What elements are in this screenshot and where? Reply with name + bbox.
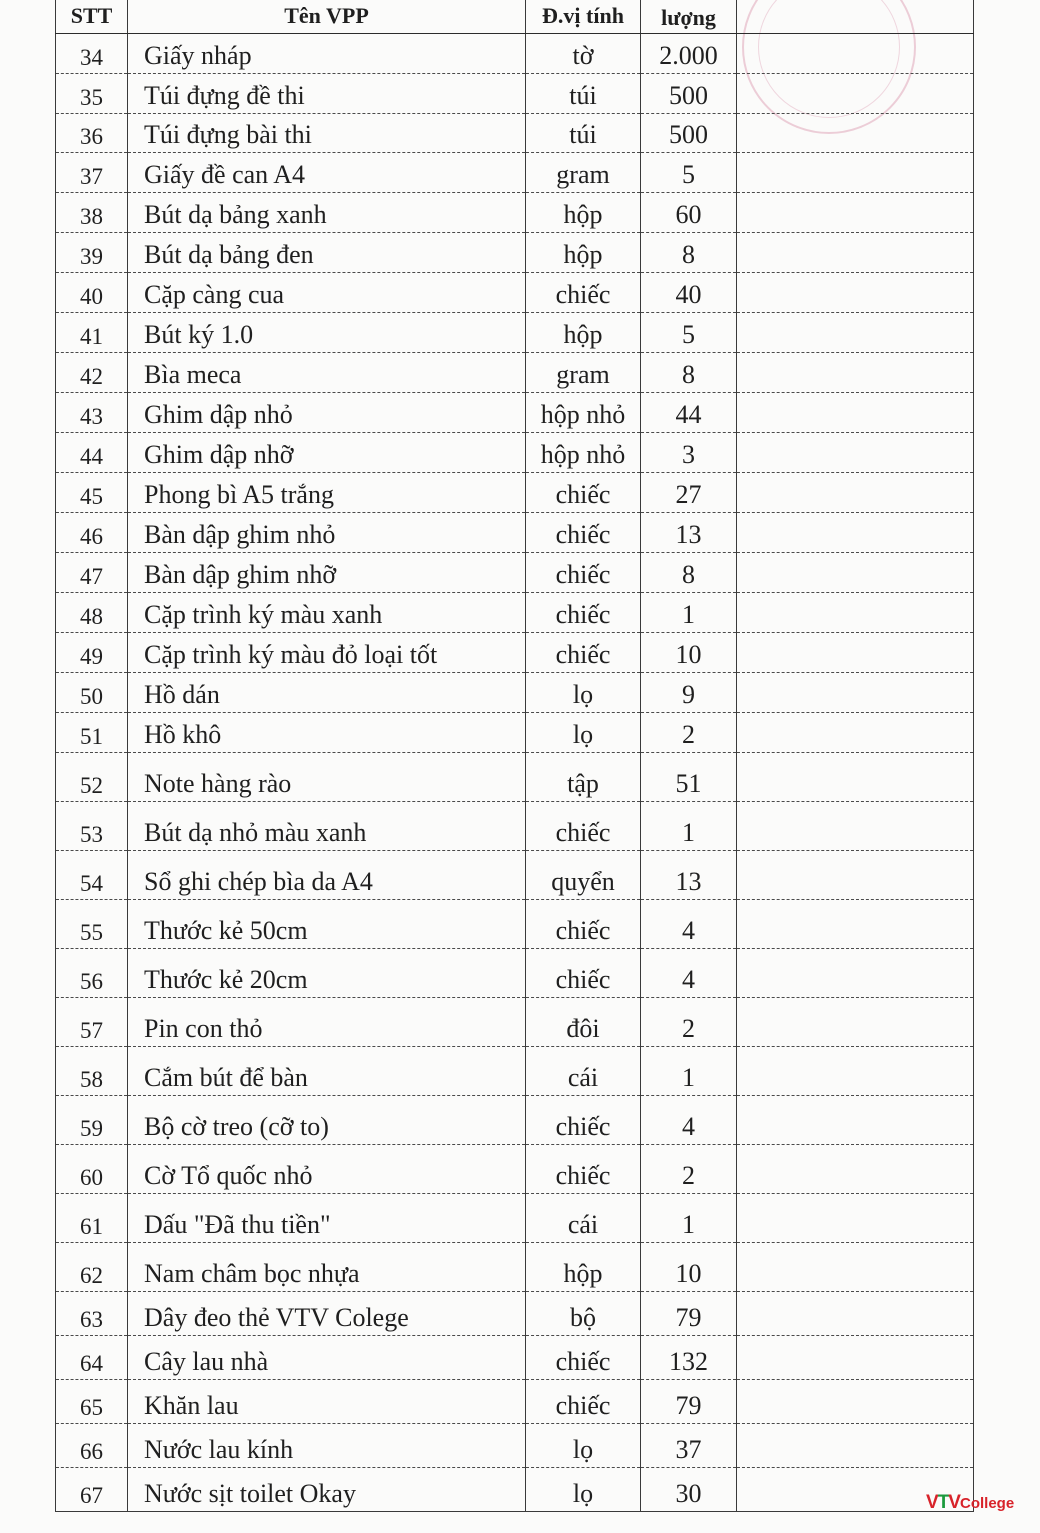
table-row [56,473,974,513]
cell-name: Dây đeo thẻ VTV Colege [128,1292,526,1336]
cell-name: Cờ Tổ quốc nhỏ [128,1145,526,1194]
cell-name: Hồ dán [128,673,526,713]
cell-name: Thước kẻ 20cm [128,949,526,998]
cell-note [737,393,974,433]
cell-note [737,713,974,753]
cell-unit: chiếc [526,949,641,998]
header-stt: STT [56,0,128,34]
table-row [56,393,974,433]
cell-name: Thước kẻ 50cm [128,900,526,949]
cell-stt: 38 [56,193,128,233]
cell-unit: chiếc [526,1380,641,1424]
table-row [56,753,974,802]
table-row [56,353,974,393]
table-row [56,74,974,114]
cell-name: Bộ cờ treo (cỡ to) [128,1096,526,1145]
cell-qty: 30 [641,1468,737,1512]
cell-note [737,1292,974,1336]
cell-unit: gram [526,153,641,193]
cell-stt: 36 [56,114,128,153]
cell-stt: 34 [56,34,128,74]
cell-note [737,513,974,553]
cell-name: Sổ ghi chép bìa da A4 [128,851,526,900]
table-header-row [56,0,974,34]
cell-qty: 10 [641,633,737,673]
cell-unit: túi [526,114,641,153]
table-row [56,153,974,193]
cell-stt: 48 [56,593,128,633]
table-row [56,1194,974,1243]
cell-unit: chiếc [526,553,641,593]
cell-unit: lọ [526,1424,641,1468]
cell-unit: gram [526,353,641,393]
cell-note [737,1336,974,1380]
cell-stt: 58 [56,1047,128,1096]
cell-qty: 500 [641,74,737,114]
cell-unit: hộp nhỏ [526,393,641,433]
cell-note [737,193,974,233]
table-row [56,513,974,553]
cell-qty: 2 [641,713,737,753]
cell-stt: 56 [56,949,128,998]
cell-unit: chiếc [526,1145,641,1194]
table-row [56,1468,974,1512]
cell-note [737,313,974,353]
cell-stt: 67 [56,1468,128,1512]
cell-stt: 44 [56,433,128,473]
cell-name: Note hàng rào [128,753,526,802]
table-row [56,433,974,473]
cell-qty: 4 [641,900,737,949]
cell-note [737,673,974,713]
cell-note [737,593,974,633]
cell-name: Bút ký 1.0 [128,313,526,353]
cell-note [737,1194,974,1243]
cell-note [737,153,974,193]
cell-note [737,802,974,851]
cell-stt: 35 [56,74,128,114]
cell-qty: 27 [641,473,737,513]
cell-qty: 13 [641,851,737,900]
table-row [56,34,974,74]
table-body [56,34,974,1512]
table-row [56,713,974,753]
table-row [56,900,974,949]
cell-name: Nước lau kính [128,1424,526,1468]
cell-name: Bút dạ nhỏ màu xanh [128,802,526,851]
cell-stt: 37 [56,153,128,193]
cell-stt: 49 [56,633,128,673]
cell-stt: 55 [56,900,128,949]
cell-note [737,1145,974,1194]
cell-note [737,1424,974,1468]
cell-qty: 8 [641,353,737,393]
cell-note [737,74,974,114]
vtv-college-logo: VTVCollege [926,1492,1015,1513]
cell-qty: 2.000 [641,34,737,74]
cell-stt: 64 [56,1336,128,1380]
table-row [56,1292,974,1336]
cell-name: Nước sịt toilet Okay [128,1468,526,1512]
cell-note [737,114,974,153]
header-note [737,0,974,34]
table-row [56,998,974,1047]
cell-qty: 40 [641,273,737,313]
cell-note [737,633,974,673]
cell-qty: 13 [641,513,737,553]
cell-stt: 42 [56,353,128,393]
cell-name: Giấy nháp [128,34,526,74]
cell-qty: 44 [641,393,737,433]
cell-unit: hộp nhỏ [526,433,641,473]
header-unit: Đ.vị tính [526,0,641,34]
cell-note [737,473,974,513]
cell-unit: bộ [526,1292,641,1336]
cell-name: Bìa meca [128,353,526,393]
cell-name: Cắm bút để bàn [128,1047,526,1096]
table-row [56,114,974,153]
cell-qty: 1 [641,1194,737,1243]
cell-unit: chiếc [526,802,641,851]
cell-qty: 500 [641,114,737,153]
cell-name: Ghim dập nhỏ [128,393,526,433]
cell-name: Dấu "Đã thu tiền" [128,1194,526,1243]
cell-name: Giấy đề can A4 [128,153,526,193]
cell-note [737,949,974,998]
cell-unit: lọ [526,673,641,713]
table-row [56,1336,974,1380]
cell-stt: 51 [56,713,128,753]
supplies-table-wrapper [55,0,973,1512]
table-row [56,1096,974,1145]
cell-stt: 62 [56,1243,128,1292]
table-row [56,673,974,713]
cell-qty: 132 [641,1336,737,1380]
cell-unit: chiếc [526,1096,641,1145]
cell-stt: 40 [56,273,128,313]
cell-qty: 4 [641,1096,737,1145]
cell-name: Túi đựng bài thi [128,114,526,153]
cell-stt: 41 [56,313,128,353]
cell-name: Bút dạ bảng xanh [128,193,526,233]
cell-unit: tập [526,753,641,802]
cell-stt: 39 [56,233,128,273]
cell-name: Hồ khô [128,713,526,753]
cell-qty: 5 [641,313,737,353]
cell-stt: 63 [56,1292,128,1336]
table-row [56,949,974,998]
cell-qty: 5 [641,153,737,193]
cell-unit: chiếc [526,900,641,949]
cell-name: Cây lau nhà [128,1336,526,1380]
cell-unit: chiếc [526,513,641,553]
cell-name: Phong bì A5 trắng [128,473,526,513]
cell-note [737,273,974,313]
cell-qty: 9 [641,673,737,713]
cell-note [737,851,974,900]
cell-note [737,753,974,802]
cell-unit: đôi [526,998,641,1047]
cell-qty: 3 [641,433,737,473]
cell-qty: 1 [641,593,737,633]
cell-qty: 4 [641,949,737,998]
cell-qty: 8 [641,233,737,273]
cell-unit: quyển [526,851,641,900]
cell-stt: 53 [56,802,128,851]
cell-name: Nam châm bọc nhựa [128,1243,526,1292]
cell-qty: 8 [641,553,737,593]
cell-unit: chiếc [526,633,641,673]
table-row [56,593,974,633]
cell-stt: 60 [56,1145,128,1194]
table-row [56,1145,974,1194]
cell-note [737,998,974,1047]
cell-note [737,1047,974,1096]
cell-stt: 47 [56,553,128,593]
cell-qty: 2 [641,1145,737,1194]
cell-note [737,1243,974,1292]
cell-note [737,34,974,74]
table-row [56,233,974,273]
supplies-table [55,0,974,1512]
cell-stt: 54 [56,851,128,900]
cell-note [737,353,974,393]
cell-unit: tờ [526,34,641,74]
cell-qty: 60 [641,193,737,233]
cell-qty: 1 [641,802,737,851]
cell-stt: 50 [56,673,128,713]
cell-unit: chiếc [526,593,641,633]
cell-name: Bàn dập ghim nhỏ [128,513,526,553]
table-row [56,802,974,851]
cell-note [737,900,974,949]
cell-unit: chiếc [526,473,641,513]
cell-stt: 65 [56,1380,128,1424]
cell-qty: 79 [641,1292,737,1336]
cell-unit: hộp [526,193,641,233]
cell-name: Pin con thỏ [128,998,526,1047]
cell-stt: 59 [56,1096,128,1145]
cell-note [737,233,974,273]
table-row [56,1380,974,1424]
table-row [56,1424,974,1468]
cell-stt: 61 [56,1194,128,1243]
table-row [56,851,974,900]
cell-unit: cái [526,1047,641,1096]
cell-stt: 45 [56,473,128,513]
cell-qty: 37 [641,1424,737,1468]
cell-stt: 66 [56,1424,128,1468]
header-qty: lượng [641,0,737,34]
cell-qty: 79 [641,1380,737,1424]
cell-stt: 46 [56,513,128,553]
cell-qty: 1 [641,1047,737,1096]
cell-note [737,553,974,593]
cell-unit: túi [526,74,641,114]
table-row [56,553,974,593]
cell-name: Cặp trình ký màu xanh [128,593,526,633]
cell-name: Khăn lau [128,1380,526,1424]
cell-name: Bàn dập ghim nhỡ [128,553,526,593]
table-row [56,273,974,313]
cell-note [737,1096,974,1145]
cell-qty: 2 [641,998,737,1047]
cell-unit: chiếc [526,1336,641,1380]
cell-name: Cặp trình ký màu đỏ loại tốt [128,633,526,673]
cell-stt: 57 [56,998,128,1047]
table-row [56,1243,974,1292]
table-row [56,193,974,233]
table-row [56,1047,974,1096]
cell-unit: lọ [526,1468,641,1512]
cell-name: Túi đựng đề thi [128,74,526,114]
table-row [56,633,974,673]
cell-unit: chiếc [526,273,641,313]
cell-stt: 52 [56,753,128,802]
cell-unit: cái [526,1194,641,1243]
table-row [56,313,974,353]
cell-unit: hộp [526,313,641,353]
cell-qty: 51 [641,753,737,802]
cell-note [737,433,974,473]
cell-note [737,1380,974,1424]
header-name: Tên VPP [128,0,526,34]
cell-unit: lọ [526,713,641,753]
cell-stt: 43 [56,393,128,433]
cell-name: Bút dạ bảng đen [128,233,526,273]
cell-name: Cặp càng cua [128,273,526,313]
cell-unit: hộp [526,1243,641,1292]
cell-name: Ghim dập nhỡ [128,433,526,473]
cell-qty: 10 [641,1243,737,1292]
cell-unit: hộp [526,233,641,273]
